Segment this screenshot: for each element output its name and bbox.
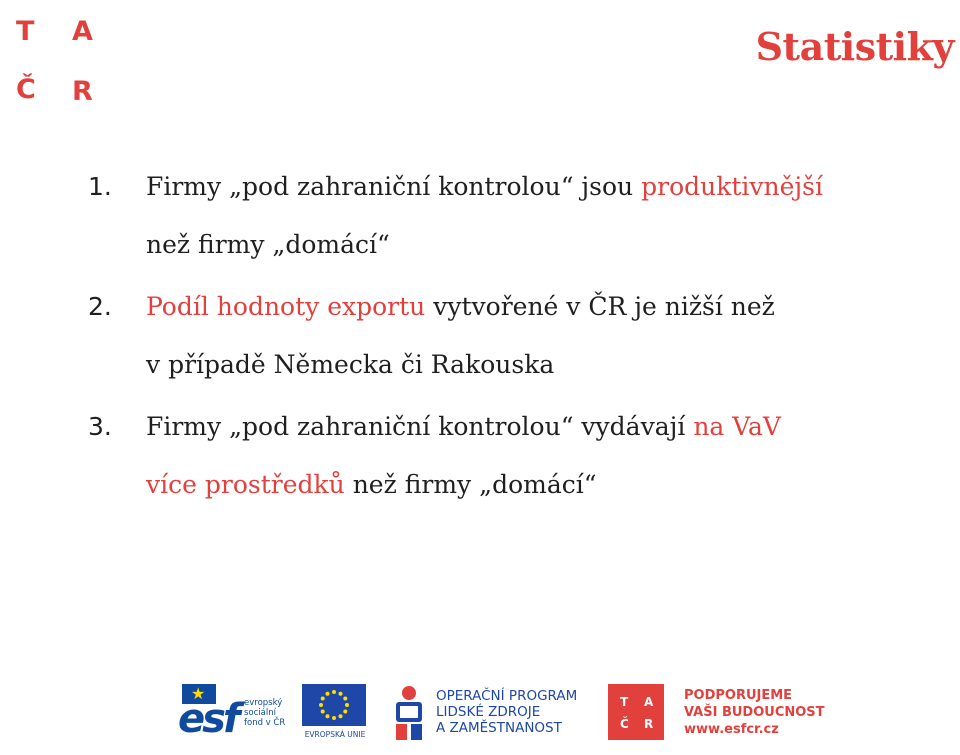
person-icon (392, 684, 426, 740)
list-line (146, 398, 948, 456)
op-caption-line: A ZAMĚSTNANOST (436, 720, 562, 736)
esf-caption-line: fond v ČR (244, 718, 286, 728)
text-segment: Firmy „pod zahraniční kontrolou“ jsou (146, 172, 642, 201)
op-caption-line: LIDSKÉ ZDROJE (436, 704, 541, 720)
highlight-text: produktivnější (641, 172, 824, 201)
slogan (684, 687, 825, 738)
list-line (146, 216, 948, 274)
tacr-logo (14, 14, 104, 107)
esf-logo (178, 682, 286, 742)
esf-wordmark: esf (178, 696, 238, 742)
list-item (88, 398, 948, 514)
text-segment: Firmy „pod zahraniční kontrolou“ vydávají (146, 412, 694, 441)
box-letter-r: R (644, 717, 654, 731)
slogan-line: PODPORUJEME (684, 687, 793, 703)
footer-logos (178, 680, 828, 744)
page-title: Statistiky (755, 24, 954, 69)
statistics-list (88, 158, 948, 514)
box-letter-a: A (644, 695, 654, 709)
list-item (88, 278, 948, 394)
logo-letter-a: A (72, 16, 93, 47)
op-caption-line: OPERAČNÍ PROGRAM (436, 688, 578, 704)
slogan-line: VAŠI BUDOUCNOST (684, 704, 825, 720)
text-segment: než firmy „domácí“ (146, 230, 390, 259)
box-letter-c: Č (620, 717, 629, 731)
logo-letter-c: Č (16, 74, 36, 105)
eu-logo (300, 682, 370, 742)
text-segment: vytvořené v ČR je nižší než (425, 292, 775, 321)
text-segment: než firmy „domácí“ (344, 470, 597, 499)
op-logo (392, 682, 592, 742)
highlight-text: Podíl hodnoty exportu (146, 292, 426, 321)
eu-flag-icon (302, 684, 366, 726)
op-caption (436, 688, 577, 736)
list-line (146, 158, 948, 216)
text-segment: v případě Německa či Rakouska (146, 350, 555, 379)
list-number: 2. (88, 292, 112, 321)
esf-caption-line: evropský (244, 698, 283, 708)
list-number: 1. (88, 172, 112, 201)
list-line (146, 456, 948, 514)
logo-letter-t: T (16, 16, 35, 47)
eu-caption: EVROPSKÁ UNIE (304, 730, 366, 739)
logo-letter-r: R (72, 76, 93, 107)
list-line (146, 336, 948, 394)
list-line (146, 278, 948, 336)
highlight-text: více prostředků (146, 470, 345, 499)
highlight-text: na VaV (693, 412, 781, 441)
list-number: 3. (88, 412, 112, 441)
esf-caption (244, 698, 294, 728)
box-letter-t: T (620, 695, 629, 709)
tacr-box-logo (608, 684, 664, 740)
esf-caption-line: sociální (244, 708, 276, 718)
website-link: www.esfcr.cz (684, 721, 779, 737)
list-item (88, 158, 948, 274)
